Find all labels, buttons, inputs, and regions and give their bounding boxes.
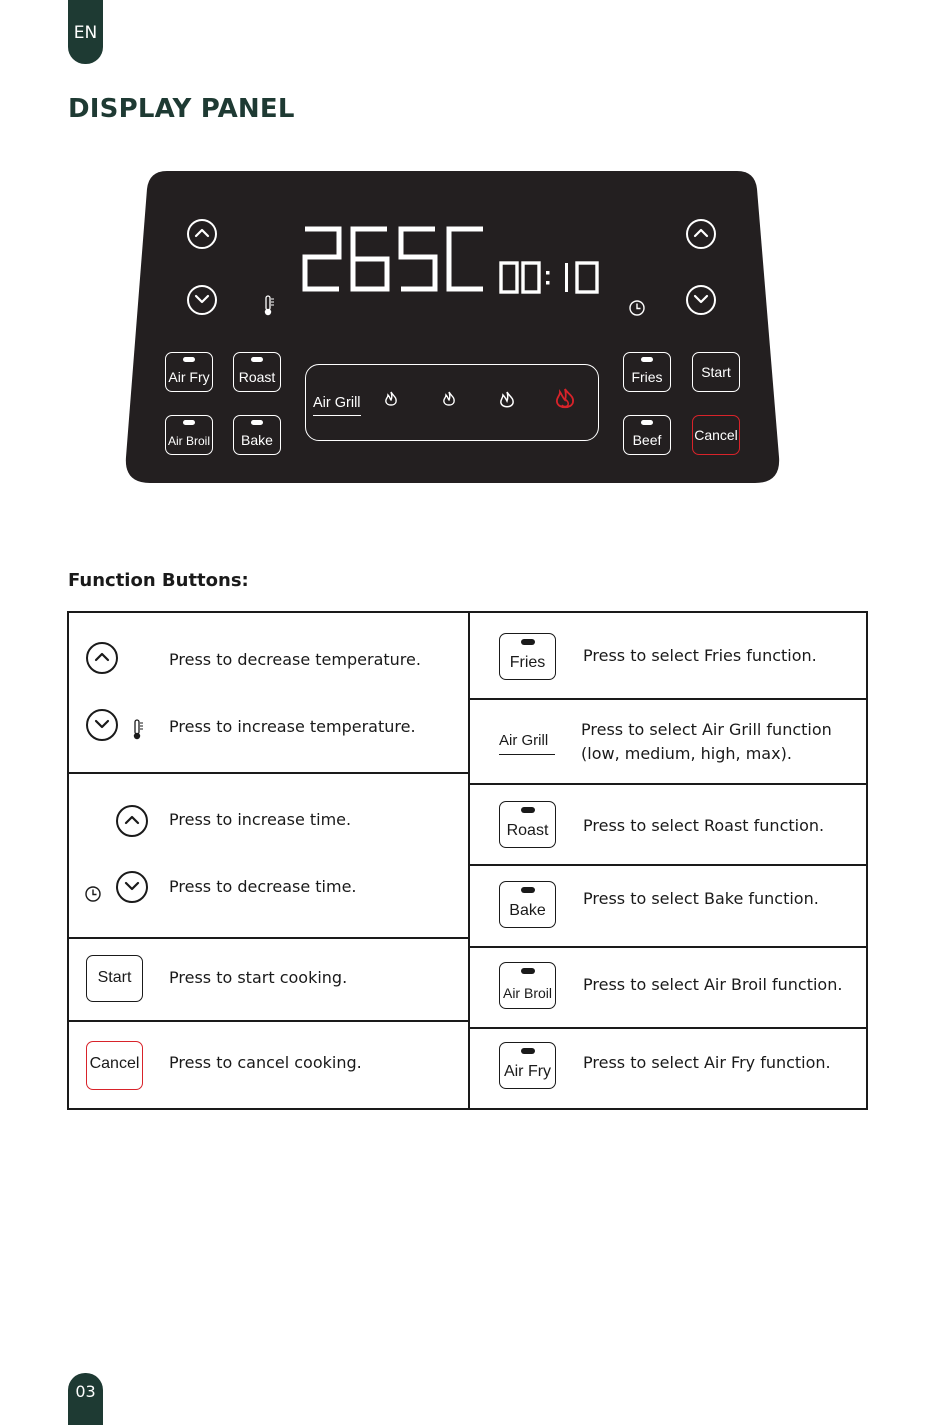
row-divider: [69, 1020, 469, 1022]
chevron-down-icon: [194, 293, 210, 305]
air-broil-button[interactable]: [165, 415, 213, 455]
start-symbol-label: Start: [97, 969, 132, 986]
air-broil-symbol-label: Air Broil: [502, 985, 552, 1001]
bake-button[interactable]: [233, 415, 281, 455]
temperature-down-symbol: [86, 709, 118, 741]
air-fry-symbol: [499, 1042, 556, 1089]
cancel-symbol-label: Cancel: [89, 1055, 140, 1072]
cancel-symbol: [86, 1041, 143, 1090]
flame-icon[interactable]: [553, 387, 577, 411]
thermometer-icon: [132, 719, 144, 741]
bake-symbol: [499, 881, 556, 928]
air-broil-label: Air Broil: [167, 434, 210, 448]
fries-symbol: [499, 633, 556, 680]
page-number: 03: [68, 1373, 103, 1425]
row-divider: [69, 937, 469, 939]
row-description-continued: (low, medium, high, max).: [581, 744, 792, 763]
indicator-light: [521, 887, 535, 893]
row-description: Press to select Roast function.: [583, 816, 825, 835]
row-divider: [469, 1027, 866, 1029]
indicator-light: [251, 420, 263, 425]
indicator-light: [183, 357, 195, 362]
row-description: Press to start cooking.: [169, 968, 348, 987]
fries-label: Fries: [631, 369, 663, 385]
indicator-light: [521, 1048, 535, 1054]
indicator-light: [641, 420, 653, 425]
beef-button[interactable]: [623, 415, 671, 455]
air-grill-selector[interactable]: [305, 364, 599, 441]
temperature-display: [301, 223, 487, 297]
page-title: DISPLAY PANEL: [68, 94, 295, 124]
row-description: Press to decrease time.: [169, 877, 357, 896]
indicator-light: [521, 968, 535, 974]
chevron-up-icon: [124, 814, 140, 826]
chevron-up-icon: [94, 651, 110, 663]
roast-label: Roast: [238, 369, 276, 385]
flame-icon[interactable]: [441, 390, 457, 408]
row-description: Press to select Fries function.: [583, 646, 817, 665]
thermometer-icon: [263, 295, 275, 317]
row-divider: [69, 772, 469, 774]
row-description: Press to cancel cooking.: [169, 1053, 362, 1072]
indicator-light: [521, 639, 535, 645]
fries-button[interactable]: [623, 352, 671, 392]
row-divider: [469, 946, 866, 948]
chevron-up-icon: [194, 227, 210, 239]
air-grill-label: Air Grill: [313, 395, 361, 416]
function-buttons-table: [67, 611, 868, 1110]
time-down-button[interactable]: [686, 285, 716, 315]
start-symbol: [86, 955, 143, 1002]
temperature-segments: [301, 223, 487, 297]
air-broil-symbol: [499, 962, 556, 1009]
indicator-light: [641, 357, 653, 362]
flame-icon[interactable]: [383, 390, 399, 408]
bake-symbol-label: Bake: [509, 902, 546, 919]
air-fry-label: Air Fry: [168, 369, 210, 385]
indicator-light: [183, 420, 195, 425]
roast-button[interactable]: [233, 352, 281, 392]
row-description: Press to select Air Broil function.: [583, 975, 843, 994]
cancel-button[interactable]: [692, 415, 740, 455]
chevron-down-icon: [124, 880, 140, 892]
cancel-label: Cancel: [694, 427, 738, 443]
row-divider: [469, 864, 866, 866]
time-up-button[interactable]: [686, 219, 716, 249]
clock-icon: [84, 885, 102, 903]
start-label: Start: [701, 364, 731, 380]
row-description: Press to increase time.: [169, 810, 352, 829]
row-description: Press to select Air Grill function: [581, 720, 832, 739]
temperature-up-button[interactable]: [187, 219, 217, 249]
display-panel: [125, 171, 780, 483]
bake-label: Bake: [241, 432, 273, 448]
row-description: Press to decrease temperature.: [169, 650, 421, 669]
indicator-light: [251, 357, 263, 362]
clock-icon: [628, 299, 646, 317]
roast-symbol: [499, 801, 556, 848]
row-divider: [469, 698, 866, 700]
time-segments: [499, 261, 603, 295]
row-description: Press to select Air Fry function.: [583, 1053, 831, 1072]
flame-icon[interactable]: [498, 390, 516, 410]
section-title: Function Buttons:: [68, 570, 249, 591]
beef-label: Beef: [632, 432, 662, 448]
air-grill-symbol: Air Grill: [499, 732, 555, 755]
start-button[interactable]: [692, 352, 740, 392]
row-description: Press to select Bake function.: [583, 889, 819, 908]
temperature-up-symbol: [86, 642, 118, 674]
air-fry-button[interactable]: [165, 352, 213, 392]
chevron-down-icon: [693, 293, 709, 305]
time-up-symbol: [116, 805, 148, 837]
temperature-down-button[interactable]: [187, 285, 217, 315]
column-divider: [468, 613, 470, 1108]
row-description: Press to increase temperature.: [169, 717, 416, 736]
roast-symbol-label: Roast: [506, 822, 549, 839]
chevron-up-icon: [693, 227, 709, 239]
time-down-symbol: [116, 871, 148, 903]
chevron-down-icon: [94, 718, 110, 730]
indicator-light: [521, 807, 535, 813]
time-display: [499, 261, 603, 295]
language-tab: EN: [68, 0, 103, 64]
row-divider: [469, 783, 866, 785]
fries-symbol-label: Fries: [509, 654, 546, 671]
air-fry-symbol-label: Air Fry: [503, 1063, 552, 1080]
